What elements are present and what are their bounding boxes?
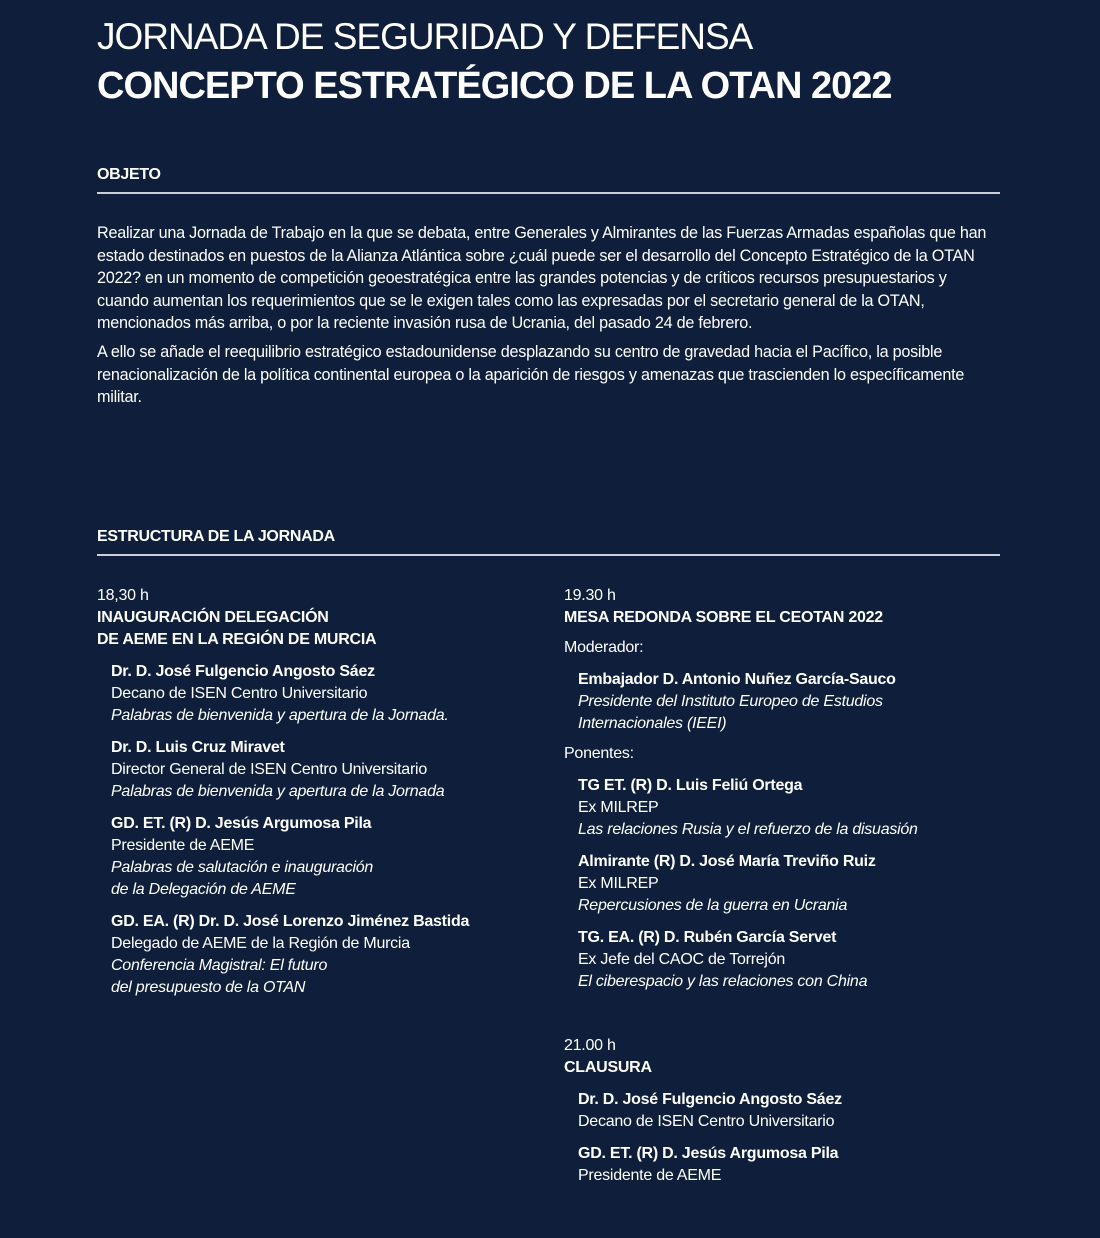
closing-speaker-entry	[578, 1143, 1004, 1187]
speaker-entry	[111, 737, 537, 803]
speaker-entry	[111, 813, 537, 901]
speaker-name: GD. EA. (R) Dr. D. José Lorenzo Jiménez Bastida	[111, 913, 470, 930]
session-title: DE AEME EN LA REGIÓN DE MURCIA	[97, 631, 377, 648]
speaker-entry	[111, 911, 537, 999]
speaker-name: Dr. D. José Fulgencio Angosto Sáez	[578, 1091, 842, 1108]
objeto-body	[97, 222, 1000, 415]
moderator-entry	[578, 669, 1004, 735]
speaker-topic: Repercusiones de la guerra en Ucrania	[578, 897, 848, 914]
session-title: MESA REDONDA SOBRE EL CEOTAN 2022	[564, 609, 883, 626]
closing-speaker-entry	[578, 1089, 1004, 1133]
session-time: 19.30 h	[564, 587, 616, 604]
speaker-role: Decano de ISEN Centro Universitario	[578, 1113, 835, 1130]
speaker-role: Presidente de AEME	[578, 1167, 722, 1184]
speakers-label: Ponentes:	[564, 745, 634, 762]
speaker-name: GD. ET. (R) D. Jesús Argumosa Pila	[578, 1145, 839, 1162]
speaker-entry	[578, 851, 1004, 917]
closing-time: 21.00 h	[564, 1037, 616, 1054]
speaker-topic: Palabras de bienvenida y apertura de la Jornada.	[111, 707, 449, 724]
objeto-heading: OBJETO	[97, 166, 1000, 194]
speaker-topic: de la Delegación de AEME	[111, 881, 296, 898]
program-right-column	[564, 585, 1004, 1187]
speaker-name: Dr. D. José Fulgencio Angosto Sáez	[111, 663, 375, 680]
moderator-role: Internacionales (IEEI)	[578, 715, 727, 732]
program-left-column	[97, 585, 537, 999]
speaker-topic: Conferencia Magistral: El futuro	[111, 957, 328, 974]
moderator-label: Moderador:	[564, 639, 644, 656]
speaker-topic: Palabras de salutación e inauguración	[111, 859, 374, 876]
speaker-entry	[111, 661, 537, 727]
speaker-name: TG ET. (R) D. Luis Feliú Ortega	[578, 777, 803, 794]
session-title: INAUGURACIÓN DELEGACIÓN	[97, 609, 329, 626]
speaker-topic: Las relaciones Rusia y el refuerzo de la disuasión	[578, 821, 918, 838]
speaker-role: Ex Jefe del CAOC de Torrejón	[578, 951, 786, 968]
speaker-name: Dr. D. Luis Cruz Miravet	[111, 739, 285, 756]
speaker-name: GD. ET. (R) D. Jesús Argumosa Pila	[111, 815, 372, 832]
speaker-topic: El ciberespacio y las relaciones con China	[578, 973, 868, 990]
speaker-entry	[578, 775, 1004, 841]
speaker-topic: Palabras de bienvenida y apertura de la Jornada	[111, 783, 445, 800]
event-subtitle: CONCEPTO ESTRATÉGICO DE LA OTAN 2022	[97, 65, 892, 107]
speaker-name: Almirante (R) D. José María Treviño Ruiz	[578, 853, 876, 870]
objeto-paragraph-2: A ello se añade el reequilibrio estratégico estadounidense desplazando su centro de gravedad hacia el Pacífico, la posible renacionalización de la política continental europea o la aparición de riesgos y amenazas que trascienden lo específicamente militar.	[97, 342, 965, 407]
closing-title: CLAUSURA	[564, 1059, 652, 1076]
speaker-role: Decano de ISEN Centro Universitario	[111, 685, 368, 702]
event-title: JORNADA DE SEGURIDAD Y DEFENSA	[97, 16, 753, 57]
speaker-role: Presidente de AEME	[111, 837, 255, 854]
speaker-name: TG. EA. (R) D. Rubén García Servet	[578, 929, 837, 946]
moderator-name: Embajador D. Antonio Nuñez García-Sauco	[578, 671, 896, 688]
session-time: 18,30 h	[97, 587, 149, 604]
speaker-entry	[578, 927, 1004, 993]
estructura-heading: ESTRUCTURA DE LA JORNADA	[97, 528, 1000, 556]
speaker-role: Delegado de AEME de la Región de Murcia	[111, 935, 410, 952]
speaker-role: Director General de ISEN Centro Universitario	[111, 761, 427, 778]
speaker-topic: del presupuesto de la OTAN	[111, 979, 306, 996]
moderator-role: Presidente del Instituto Europeo de Estudios	[578, 693, 883, 710]
objeto-paragraph-1: Realizar una Jornada de Trabajo en la que se debata, entre Generales y Almirantes de las Fuerzas Armadas españolas que han estado destinados en puestos de la Alianza Atlántica sobre ¿cuál puede ser el desarrollo del Concepto Estratégico de la OTAN 2022? en un momento de competición geoestratégica entre las grandes potencias y de críticos recursos presupuestarios y cuando aumentan los requerimientos que se le exigen tales como las expresadas por el secretario general de la OTAN, mencionados más arriba, o por la reciente invasión rusa de Ucrania, del pasado 24 de febrero.	[97, 224, 987, 333]
speaker-role: Ex MILREP	[578, 875, 659, 892]
speaker-role: Ex MILREP	[578, 799, 659, 816]
